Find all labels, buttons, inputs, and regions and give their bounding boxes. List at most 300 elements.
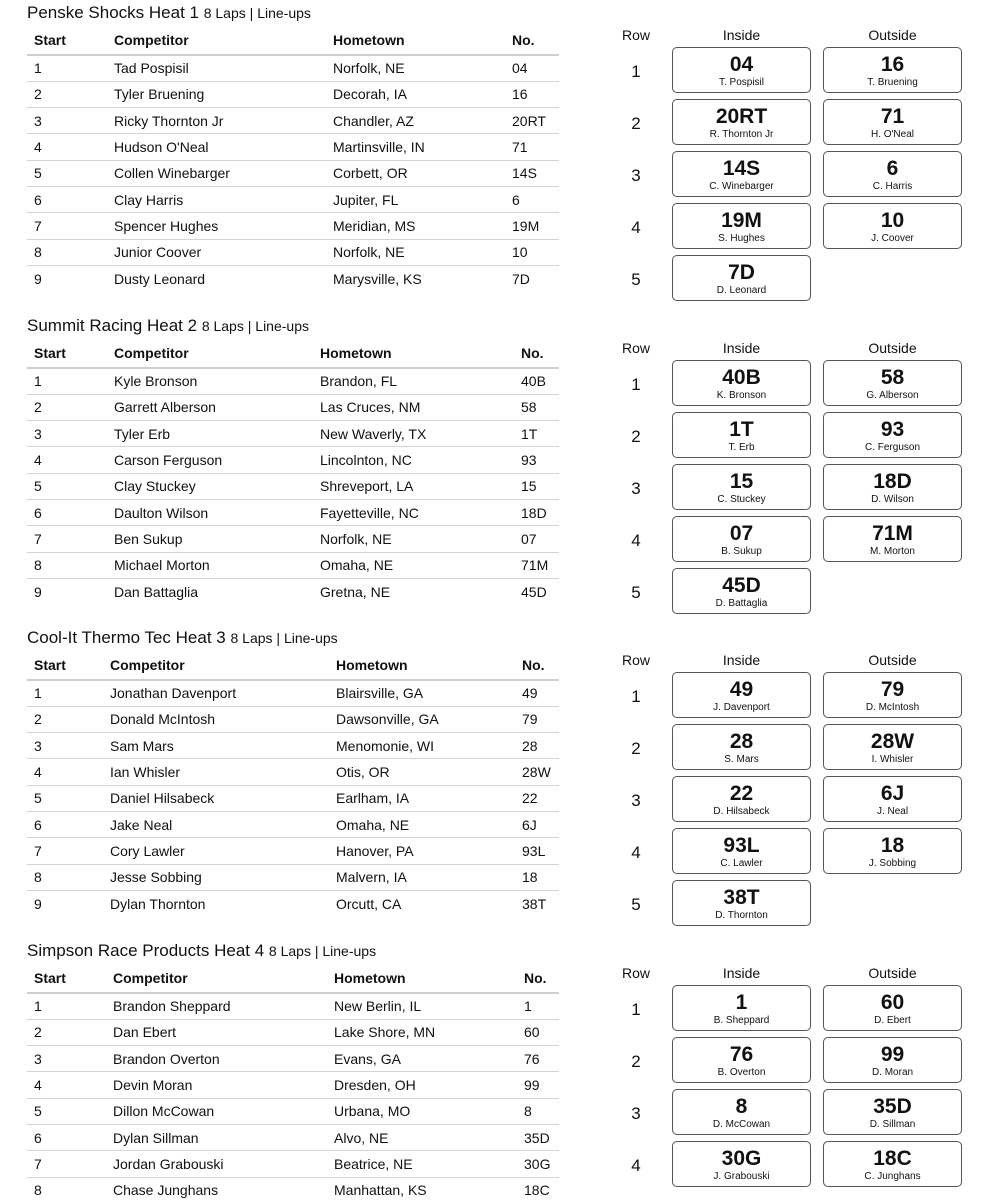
hometown-cell: Manhattan, KS xyxy=(334,1182,427,1199)
driver-name: B. Overton xyxy=(717,1067,766,1078)
driver-name: D. Battaglia xyxy=(715,598,768,609)
hometown-cell: Blairsville, GA xyxy=(329,680,515,706)
table-row xyxy=(27,838,559,864)
start-cell: 8 xyxy=(27,552,107,578)
outside-car-box xyxy=(823,828,962,874)
entries-table xyxy=(27,963,559,1200)
competitor-cell: Collen Winebarger xyxy=(107,160,326,186)
competitor-cell: Ricky Thornton Jr xyxy=(107,108,326,134)
heat-meta xyxy=(269,943,376,959)
competitor-cell: Jonathan Davenport xyxy=(103,680,329,706)
start-cell: 1 xyxy=(27,55,107,81)
inside-car-box xyxy=(672,568,811,614)
inside-car-box xyxy=(672,516,811,562)
car-number: 93 xyxy=(880,418,905,441)
table-row xyxy=(27,239,559,265)
entries-table xyxy=(27,338,559,605)
grid-row-number: 4 xyxy=(631,531,641,550)
start-cell: 8 xyxy=(27,239,107,265)
driver-name: B. Sukup xyxy=(721,546,762,557)
table-row xyxy=(27,811,559,837)
table-row xyxy=(27,759,559,785)
inside-car-box xyxy=(672,672,811,718)
grid-row-number: 2 xyxy=(631,114,641,133)
car-number: 16 xyxy=(880,53,905,76)
heat-lineups-link[interactable]: Line-ups xyxy=(255,318,309,334)
grid-row-number: 3 xyxy=(631,1104,641,1123)
table-row xyxy=(27,186,559,212)
competitor-cell: Carson Ferguson xyxy=(107,447,313,473)
start-cell: 7 xyxy=(27,526,107,552)
start-cell: 6 xyxy=(27,186,107,212)
table-row xyxy=(27,108,559,134)
hometown-cell: Hanover, PA xyxy=(329,838,515,864)
car-number-cell: 28W xyxy=(515,759,559,785)
grid-row-header: Row xyxy=(622,652,651,668)
car-number: 76 xyxy=(729,1043,754,1066)
start-cell: 2 xyxy=(27,394,107,420)
table-row xyxy=(27,993,559,1019)
table-row xyxy=(27,134,559,160)
hometown-cell: Beatrice, NE xyxy=(327,1151,517,1177)
car-number: 8 xyxy=(735,1095,748,1118)
heat-separator: | xyxy=(247,318,252,334)
table-header-row xyxy=(27,25,559,55)
number-column-header: No. xyxy=(514,338,559,368)
car-number: 15 xyxy=(729,470,754,493)
driver-name: G. Alberson xyxy=(866,390,919,401)
inside-car-box xyxy=(672,880,811,926)
competitor-cell: Michael Morton xyxy=(107,552,313,578)
car-number: 04 xyxy=(729,53,754,76)
heat-name: Summit Racing Heat 2 xyxy=(27,316,198,335)
car-number-cell: 07 xyxy=(514,526,559,552)
car-number: 49 xyxy=(729,678,754,701)
table-row xyxy=(27,1151,559,1177)
car-number: 28W xyxy=(870,730,915,753)
hometown-cell: Martinsville, IN xyxy=(326,134,505,160)
hometown-cell: Shreveport, LA xyxy=(313,473,514,499)
car-number-cell: 19M xyxy=(505,213,559,239)
table-row xyxy=(27,706,559,732)
heat-section xyxy=(0,3,996,313)
start-cell: 4 xyxy=(27,134,107,160)
driver-name: R. Thornton Jr xyxy=(709,129,774,140)
car-number-cell: 6 xyxy=(505,186,559,212)
start-cell: 6 xyxy=(27,811,103,837)
competitor-cell: Brandon Overton xyxy=(106,1046,327,1072)
car-number-cell: 49 xyxy=(515,680,559,706)
competitor-cell: Daniel Hilsabeck xyxy=(103,785,329,811)
inside-car-box xyxy=(672,464,811,510)
inside-car-box xyxy=(672,985,811,1031)
hometown-cell: Evans, GA xyxy=(327,1046,517,1072)
car-number: 6J xyxy=(880,782,905,805)
grid-outside-header: Outside xyxy=(868,965,917,981)
start-cell: 2 xyxy=(27,81,107,107)
heat-lineups-link[interactable]: Line-ups xyxy=(257,5,311,21)
table-row xyxy=(27,499,559,525)
car-number: 58 xyxy=(880,366,905,389)
start-cell: 9 xyxy=(34,270,42,287)
car-number-cell: 6J xyxy=(515,811,559,837)
car-number: 18C xyxy=(873,1147,912,1170)
driver-name: J. Grabouski xyxy=(713,1171,770,1182)
start-cell: 3 xyxy=(27,733,103,759)
start-cell: 3 xyxy=(27,421,107,447)
car-number-cell: 18 xyxy=(515,864,559,890)
car-number-cell: 60 xyxy=(517,1019,559,1045)
car-number: 79 xyxy=(880,678,905,701)
entries-table xyxy=(27,650,559,917)
car-number: 40B xyxy=(722,366,761,389)
car-number: 14S xyxy=(722,157,761,180)
driver-name: C. Stuckey xyxy=(717,494,766,505)
hometown-cell: New Berlin, IL xyxy=(327,993,517,1019)
competitor-cell: Cory Lawler xyxy=(103,838,329,864)
outside-car-box xyxy=(823,464,962,510)
car-number-cell: 93 xyxy=(514,447,559,473)
driver-name: C. Winebarger xyxy=(709,181,774,192)
hometown-cell: Norfolk, NE xyxy=(326,239,505,265)
outside-car-box xyxy=(823,47,962,93)
competitor-cell: Jake Neal xyxy=(103,811,329,837)
hometown-cell: Fayetteville, NC xyxy=(313,499,514,525)
competitor-cell: Dillon McCowan xyxy=(106,1098,327,1124)
grid-row-number: 5 xyxy=(631,583,641,602)
heat-meta xyxy=(202,318,309,334)
competitor-cell: Daulton Wilson xyxy=(107,499,313,525)
grid-outside-header: Outside xyxy=(868,652,917,668)
heat-title xyxy=(27,3,311,23)
table-header-row xyxy=(27,963,559,993)
heat-section xyxy=(0,316,996,626)
hometown-cell: Omaha, NE xyxy=(313,552,514,578)
inside-car-box xyxy=(672,203,811,249)
heat-name: Simpson Race Products Heat 4 xyxy=(27,941,265,960)
hometown-cell: Earlham, IA xyxy=(329,785,515,811)
driver-name: H. O'Neal xyxy=(870,129,915,140)
competitor-column-header: Competitor xyxy=(106,963,327,993)
driver-name: D. Moran xyxy=(871,1067,914,1078)
grid-row-header: Row xyxy=(622,27,651,43)
outside-car-box xyxy=(823,1037,962,1083)
outside-car-box xyxy=(823,99,962,145)
competitor-cell: Donald McIntosh xyxy=(103,706,329,732)
car-number-cell: 30G xyxy=(517,1151,559,1177)
driver-name: M. Morton xyxy=(869,546,915,557)
start-cell: 5 xyxy=(27,473,107,499)
heat-title xyxy=(27,316,309,336)
grid-row-number: 1 xyxy=(631,1000,641,1019)
table-row xyxy=(27,1098,559,1124)
heat-title xyxy=(27,941,376,961)
start-cell: 8 xyxy=(27,864,103,890)
hometown-cell: Marysville, KS xyxy=(333,270,422,287)
number-column-header: No. xyxy=(517,963,559,993)
hometown-cell: Brandon, FL xyxy=(313,368,514,394)
driver-name: D. Thornton xyxy=(715,910,768,921)
car-number-cell: 58 xyxy=(514,394,559,420)
car-number: 60 xyxy=(880,991,905,1014)
hometown-cell: Malvern, IA xyxy=(329,864,515,890)
start-cell: 3 xyxy=(27,108,107,134)
inside-car-box xyxy=(672,724,811,770)
hometown-cell: Dresden, OH xyxy=(327,1072,517,1098)
start-column-header: Start xyxy=(27,650,103,680)
hometown-cell: Norfolk, NE xyxy=(326,55,505,81)
driver-name: K. Bronson xyxy=(716,390,767,401)
grid-inside-header: Inside xyxy=(722,27,761,43)
car-number: 45D xyxy=(722,574,761,597)
car-number-cell: 16 xyxy=(505,81,559,107)
outside-car-box xyxy=(823,672,962,718)
start-cell: 7 xyxy=(27,1151,106,1177)
outside-car-box xyxy=(823,776,962,822)
grid-row-number: 2 xyxy=(631,739,641,758)
car-number: 1T xyxy=(729,418,754,441)
car-number-cell: 10 xyxy=(505,239,559,265)
hometown-cell: Orcutt, CA xyxy=(336,895,402,912)
heat-name: Cool-It Thermo Tec Heat 3 xyxy=(27,628,226,647)
car-number-cell: 18D xyxy=(514,499,559,525)
car-number: 35D xyxy=(873,1095,912,1118)
car-number: 71 xyxy=(880,105,905,128)
competitor-column-header: Competitor xyxy=(107,338,313,368)
number-column-header: No. xyxy=(515,650,559,680)
start-cell: 1 xyxy=(27,680,103,706)
car-number: 10 xyxy=(880,209,905,232)
competitor-cell: Dan Ebert xyxy=(106,1019,327,1045)
outside-car-box xyxy=(823,151,962,197)
table-row xyxy=(27,526,559,552)
inside-car-box xyxy=(672,47,811,93)
table-row xyxy=(27,578,559,604)
table-row xyxy=(27,1072,559,1098)
table-row xyxy=(27,864,559,890)
outside-car-box xyxy=(823,360,962,406)
table-row xyxy=(27,447,559,473)
car-number-cell: 38T xyxy=(522,895,547,912)
hometown-cell: Lake Shore, MN xyxy=(327,1019,517,1045)
car-number-cell: 35D xyxy=(517,1124,559,1150)
competitor-cell: Junior Coover xyxy=(107,239,326,265)
grid-row-number: 5 xyxy=(631,270,641,289)
driver-name: J. Davenport xyxy=(713,702,770,713)
table-row xyxy=(27,733,559,759)
competitor-cell: Dylan Sillman xyxy=(106,1124,327,1150)
grid-row-number: 3 xyxy=(631,166,641,185)
car-number-cell: 79 xyxy=(515,706,559,732)
competitor-cell: Ian Whisler xyxy=(103,759,329,785)
driver-name: D. Ebert xyxy=(874,1015,911,1026)
driver-name: J. Sobbing xyxy=(868,858,917,869)
car-number: 07 xyxy=(729,522,754,545)
driver-name: I. Whisler xyxy=(871,754,914,765)
table-row xyxy=(27,394,559,420)
car-number: 38T xyxy=(723,886,760,909)
table-row xyxy=(27,265,559,291)
driver-name: T. Erb xyxy=(728,442,755,453)
grid-row-number: 5 xyxy=(631,895,641,914)
heat-laps: 8 Laps xyxy=(203,5,246,21)
hometown-cell: Menomonie, WI xyxy=(329,733,515,759)
car-number-cell: 1 xyxy=(517,993,559,1019)
heat-meta xyxy=(230,630,337,646)
grid-row-number: 3 xyxy=(631,791,641,810)
heat-section xyxy=(0,941,996,1200)
table-row xyxy=(27,1046,559,1072)
driver-name: J. Neal xyxy=(876,806,909,817)
start-cell: 9 xyxy=(34,895,42,912)
grid-row-number: 4 xyxy=(631,218,641,237)
table-row xyxy=(27,1019,559,1045)
start-cell: 5 xyxy=(27,1098,106,1124)
competitor-cell: Dylan Thornton xyxy=(110,895,206,912)
driver-name: C. Ferguson xyxy=(864,442,921,453)
heat-lineups-link[interactable]: Line-ups xyxy=(283,630,338,646)
driver-name: D. Hilsabeck xyxy=(713,806,770,817)
car-number-cell: 20RT xyxy=(505,108,559,134)
car-number-cell: 7D xyxy=(512,270,530,287)
hometown-cell: Urbana, MO xyxy=(327,1098,517,1124)
hometown-cell: Norfolk, NE xyxy=(313,526,514,552)
car-number-cell: 15 xyxy=(514,473,559,499)
grid-row-number: 4 xyxy=(631,843,641,862)
inside-car-box xyxy=(672,151,811,197)
grid-inside-header: Inside xyxy=(722,652,761,668)
competitor-cell: Brandon Sheppard xyxy=(106,993,327,1019)
car-number: 1 xyxy=(735,991,748,1014)
car-number: 6 xyxy=(886,157,899,180)
start-cell: 6 xyxy=(27,499,107,525)
car-number-cell: 93L xyxy=(515,838,559,864)
heat-separator: | xyxy=(249,5,254,21)
car-number: 18D xyxy=(873,470,912,493)
driver-name: T. Pospisil xyxy=(718,77,764,88)
hometown-cell: Alvo, NE xyxy=(327,1124,517,1150)
driver-name: B. Sheppard xyxy=(713,1015,770,1026)
grid-row-header: Row xyxy=(622,340,651,356)
heat-meta xyxy=(204,5,311,21)
start-column-header: Start xyxy=(27,338,107,368)
car-number-cell: 71M xyxy=(514,552,559,578)
car-number: 30G xyxy=(721,1147,762,1170)
heat-name: Penske Shocks Heat 1 xyxy=(27,3,199,22)
competitor-column-header: Competitor xyxy=(107,25,326,55)
car-number-cell: 28 xyxy=(515,733,559,759)
table-row xyxy=(27,421,559,447)
grid-row-number: 3 xyxy=(631,479,641,498)
outside-car-box xyxy=(823,724,962,770)
competitor-cell: Jesse Sobbing xyxy=(103,864,329,890)
car-number-cell: 22 xyxy=(515,785,559,811)
table-row xyxy=(27,368,559,394)
car-number: 19M xyxy=(721,209,762,232)
start-cell: 2 xyxy=(27,1019,106,1045)
car-number-cell: 99 xyxy=(517,1072,559,1098)
driver-name: S. Hughes xyxy=(718,233,765,244)
table-header-row xyxy=(27,650,559,680)
inside-car-box xyxy=(672,360,811,406)
hometown-cell: Jupiter, FL xyxy=(326,186,505,212)
start-cell: 9 xyxy=(34,583,42,600)
driver-name: D. Sillman xyxy=(869,1119,916,1130)
inside-car-box xyxy=(672,1141,811,1187)
competitor-cell: Hudson O'Neal xyxy=(107,134,326,160)
driver-name: C. Lawler xyxy=(720,858,763,869)
table-row xyxy=(27,785,559,811)
car-number: 71M xyxy=(872,522,913,545)
driver-name: J. Coover xyxy=(871,233,914,244)
car-number: 99 xyxy=(880,1043,905,1066)
car-number-cell: 18C xyxy=(524,1182,550,1199)
car-number-cell: 45D xyxy=(521,583,547,600)
hometown-column-header: Hometown xyxy=(313,338,514,368)
competitor-cell: Dusty Leonard xyxy=(114,270,206,287)
start-cell: 1 xyxy=(27,368,107,394)
grid-row-header: Row xyxy=(622,965,651,981)
table-row xyxy=(27,890,559,916)
heat-separator: | xyxy=(314,943,319,959)
grid-inside-header: Inside xyxy=(722,340,761,356)
driver-name: S. Mars xyxy=(724,754,759,765)
grid-row-number: 1 xyxy=(631,62,641,81)
start-cell: 2 xyxy=(27,706,103,732)
table-row xyxy=(27,81,559,107)
heat-lineups-link[interactable]: Line-ups xyxy=(322,943,377,959)
car-number-cell: 04 xyxy=(505,55,559,81)
start-cell: 4 xyxy=(27,759,103,785)
table-row xyxy=(27,55,559,81)
hometown-column-header: Hometown xyxy=(327,963,517,993)
competitor-cell: Clay Stuckey xyxy=(107,473,313,499)
inside-car-box xyxy=(672,1037,811,1083)
heat-laps: 8 Laps xyxy=(230,630,273,646)
start-cell: 4 xyxy=(27,1072,106,1098)
table-row xyxy=(27,160,559,186)
grid-row-number: 1 xyxy=(631,375,641,394)
hometown-cell: Las Cruces, NM xyxy=(313,394,514,420)
car-number-cell: 8 xyxy=(517,1098,559,1124)
grid-outside-header: Outside xyxy=(868,27,917,43)
outside-car-box xyxy=(823,203,962,249)
hometown-cell: Dawsonville, GA xyxy=(329,706,515,732)
car-number-cell: 71 xyxy=(505,134,559,160)
inside-car-box xyxy=(672,1089,811,1135)
heat-section xyxy=(0,628,996,938)
outside-car-box xyxy=(823,1089,962,1135)
car-number-cell: 40B xyxy=(514,368,559,394)
competitor-cell: Chase Junghans xyxy=(113,1182,219,1199)
start-cell: 5 xyxy=(27,785,103,811)
hometown-cell: Corbett, OR xyxy=(326,160,505,186)
start-cell: 6 xyxy=(27,1124,106,1150)
competitor-cell: Jordan Grabouski xyxy=(106,1151,327,1177)
hometown-cell: Meridian, MS xyxy=(326,213,505,239)
hometown-cell: Decorah, IA xyxy=(326,81,505,107)
car-number: 7D xyxy=(728,261,755,284)
start-cell: 8 xyxy=(34,1182,42,1199)
outside-car-box xyxy=(823,985,962,1031)
heat-laps: 8 Laps xyxy=(201,318,244,334)
hometown-column-header: Hometown xyxy=(329,650,515,680)
competitor-cell: Tyler Bruening xyxy=(107,81,326,107)
entries-table xyxy=(27,25,559,292)
car-number: 28 xyxy=(729,730,754,753)
outside-car-box xyxy=(823,516,962,562)
competitor-cell: Ben Sukup xyxy=(107,526,313,552)
